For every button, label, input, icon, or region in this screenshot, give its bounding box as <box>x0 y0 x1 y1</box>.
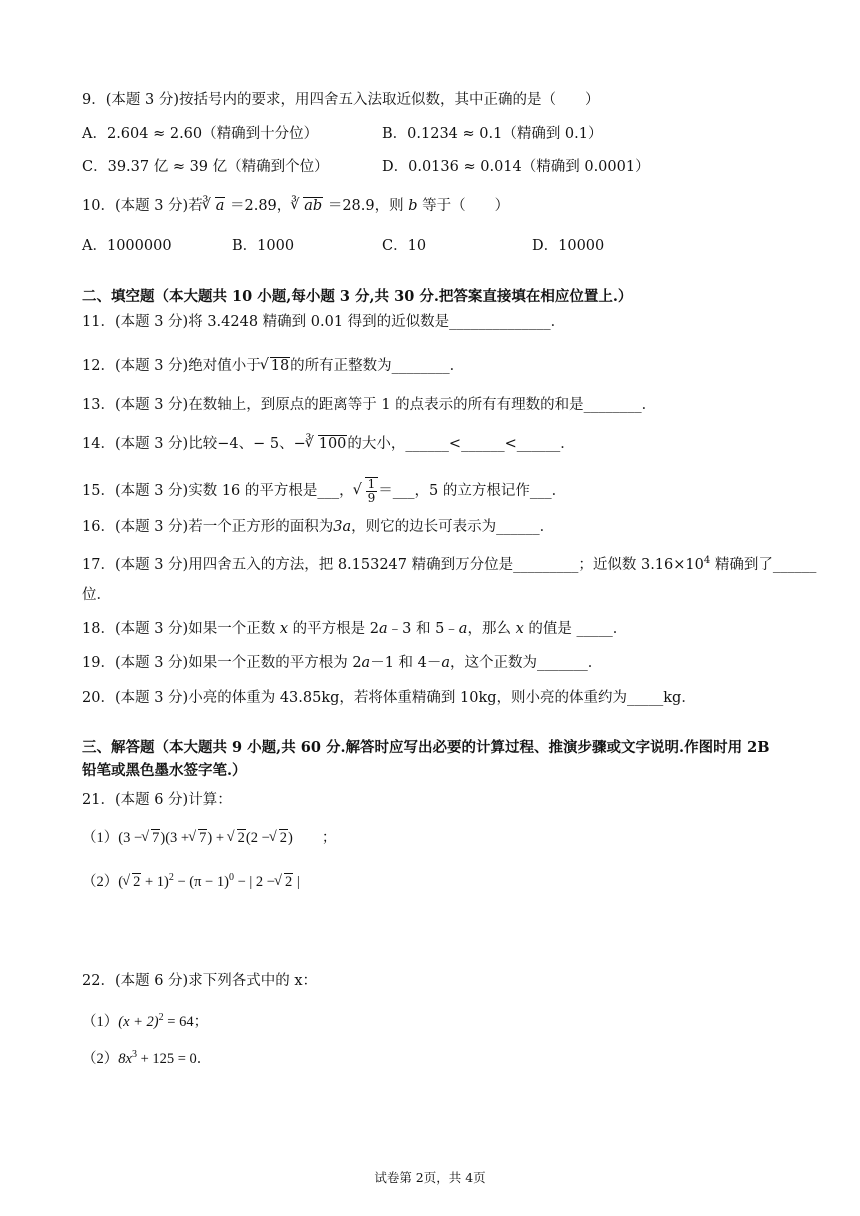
fraction-numerator: √ 1 <box>367 477 376 491</box>
q10-option-b: B．1000 <box>232 238 295 254</box>
q17-text: 17．(本题 3 分)用四舍五入的方法，把 8.153247 精确到万分位是_________；近似数 3.16×10 <box>82 556 704 573</box>
square-root <box>189 828 207 848</box>
q11: 11．(本题 3 分)将 3.4248 精确到 0.01 得到的近似数是______________． <box>82 314 566 330</box>
square-root <box>354 474 379 508</box>
section-3-heading: 三、解答题（本大题共 9 小题,共 60 分.解答时应写出必要的计算过程、推演步骤或文字说明.作图时用 2B <box>82 739 770 756</box>
q14 <box>82 434 575 454</box>
q17-text-end: 精确到了______ <box>710 556 817 573</box>
q17-continuation: 位． <box>82 587 111 603</box>
part-label: （2） <box>82 1050 119 1067</box>
q18-mid2: ﹣3 和 5﹣ <box>387 621 459 637</box>
q15-pre: 15．(本题 3 分)实数 16 的平方根是___， <box>82 483 354 499</box>
radicand: 2 <box>237 830 245 846</box>
q16-post: ，则它的边长可表示为______． <box>351 519 555 535</box>
square-root <box>123 872 141 892</box>
expr: (3 − <box>118 830 143 846</box>
exponent: 0 <box>228 872 234 883</box>
q20: 20．(本题 3 分)小亮的体重为 43.85kg，若将体重精确到 10kg，则小亮的体重约为_____kg． <box>82 690 696 706</box>
expr: (2 − <box>245 830 270 846</box>
q22-stem: 22．(本题 6 分)求下列各式中的 x： <box>82 973 317 989</box>
q19-var-a: a <box>361 655 371 671</box>
q10-var-b: b <box>408 198 418 214</box>
q21-part-2 <box>82 868 300 892</box>
q10-option-a: A．1000000 <box>82 238 172 254</box>
expr: | <box>293 873 300 890</box>
q13: 13．(本题 3 分)在数轴上，到原点的距离等于 1 的点表示的所有有理数的和是________． <box>82 397 657 413</box>
q19-mid: －1 和 4－ <box>370 655 442 671</box>
exponent: 3 <box>131 1049 137 1060</box>
cube-root <box>203 196 226 216</box>
q18-var-a: a <box>458 621 468 637</box>
q12-radicand: 18 <box>270 358 290 374</box>
q9-option-a: A．2.604 ≈ 2.60（精确到十分位） <box>82 126 319 142</box>
q15-post: ＝___，5 的立方根记作___． <box>378 483 567 499</box>
expr: − | 2 − <box>233 873 275 890</box>
q15 <box>82 474 566 508</box>
expr: (x + 2) <box>118 1013 159 1030</box>
q14-post: 的大小，______<______<______． <box>347 436 575 452</box>
q18-pre: 18．(本题 3 分)如果一个正数 <box>82 621 280 637</box>
fraction <box>365 477 379 505</box>
fraction-denominator: 9 <box>367 491 376 505</box>
square-root <box>228 828 246 848</box>
q16 <box>82 517 554 537</box>
part-label: （1） <box>82 1013 119 1030</box>
exponent: 2 <box>168 872 174 883</box>
q16-pre: 16．(本题 3 分)若一个正方形的面积为 <box>82 519 334 535</box>
expr: = 64； <box>163 1013 209 1030</box>
square-root <box>270 828 288 848</box>
radicand: 7 <box>152 830 160 846</box>
radicand: 2 <box>279 830 288 846</box>
q10-post: 等于（ ） <box>417 198 510 214</box>
q14-radicand: 100 <box>318 436 347 452</box>
q9-option-c: C．39.37 亿 ≈ 39 亿（精确到个位） <box>82 159 329 175</box>
cube-root <box>306 434 348 454</box>
exponent: 2 <box>158 1012 164 1023</box>
square-root <box>261 356 290 376</box>
q10-option-c: C．10 <box>382 238 427 254</box>
q9-stem: 9．(本题 3 分)按括号内的要求，用四舍五入法取近似数，其中正确的是（ ） <box>82 92 600 108</box>
part-label: （1） <box>82 830 119 846</box>
radicand: 7 <box>199 830 207 846</box>
square-root <box>275 872 293 892</box>
section-2-heading: 二、填空题（本大题共 10 小题,每小题 3 分,共 30 分.把答案直接填在相应位置上.） <box>82 288 633 305</box>
q10-var-ab: ab <box>304 198 323 214</box>
q18-var-a: a <box>378 621 388 637</box>
expr: ( <box>118 873 124 890</box>
q10-eq2: ＝28.9，则 <box>323 198 409 214</box>
q18-var-x: x <box>515 621 524 637</box>
expr: + 1) <box>141 873 169 890</box>
q19 <box>82 653 602 673</box>
q10-stem <box>82 196 509 216</box>
q17 <box>82 551 816 575</box>
expr: 8x <box>118 1050 132 1067</box>
q18-post: 的值是 _____． <box>523 621 628 637</box>
expr: + 125 = 0． <box>136 1050 212 1067</box>
expr: )(3 + <box>160 830 190 846</box>
q18 <box>82 619 627 639</box>
q18-mid: 的平方根是 2 <box>288 621 379 637</box>
expr: ) ； <box>288 830 337 846</box>
q18-mid3: ，那么 <box>467 621 516 637</box>
q14-pre: 14．(本题 3 分)比较 <box>82 436 218 452</box>
part-label: （2） <box>82 873 119 890</box>
q18-var-x: x <box>279 621 289 637</box>
q19-post: ，这个正数为_______． <box>450 655 603 671</box>
radicand: 2 <box>133 873 141 890</box>
radicand: 2 <box>284 873 293 890</box>
q10-eq1: ＝2.89， <box>225 198 292 214</box>
q10-var-a: a <box>215 198 225 214</box>
q21-stem: 21．(本题 6 分)计算： <box>82 792 232 808</box>
expr: ) + <box>207 830 228 846</box>
page-footer: 试卷第 2页，共 4页 <box>374 1170 486 1185</box>
q10-pre: 10．(本题 3 分)若 <box>82 198 203 214</box>
q21-part-1 <box>82 828 336 848</box>
q9-option-d: D．0.0136 ≈ 0.014（精确到 0.0001） <box>382 159 650 175</box>
q12 <box>82 356 464 376</box>
q16-var: 3a <box>333 519 352 535</box>
expr: − (π − 1) <box>173 873 229 890</box>
q9-option-b: B．0.1234 ≈ 0.1（精确到 0.1） <box>382 126 603 142</box>
q12-pre: 12．(本题 3 分)绝对值小于 <box>82 358 261 374</box>
q10-option-d: D．10000 <box>532 238 605 254</box>
q12-post: 的所有正整数为________． <box>290 358 465 374</box>
q14-nums: −4、− 5、− <box>217 436 306 452</box>
q17-exponent: 4 <box>703 555 711 566</box>
q19-pre: 19．(本题 3 分)如果一个正数的平方根为 2 <box>82 655 362 671</box>
square-root <box>142 828 160 848</box>
cube-root <box>291 196 323 216</box>
q22-part-2 <box>82 1045 211 1069</box>
q19-var-a: a <box>441 655 451 671</box>
section-3-heading-continued: 铅笔或黑色墨水签字笔.） <box>82 762 247 779</box>
q22-part-1 <box>82 1008 208 1032</box>
